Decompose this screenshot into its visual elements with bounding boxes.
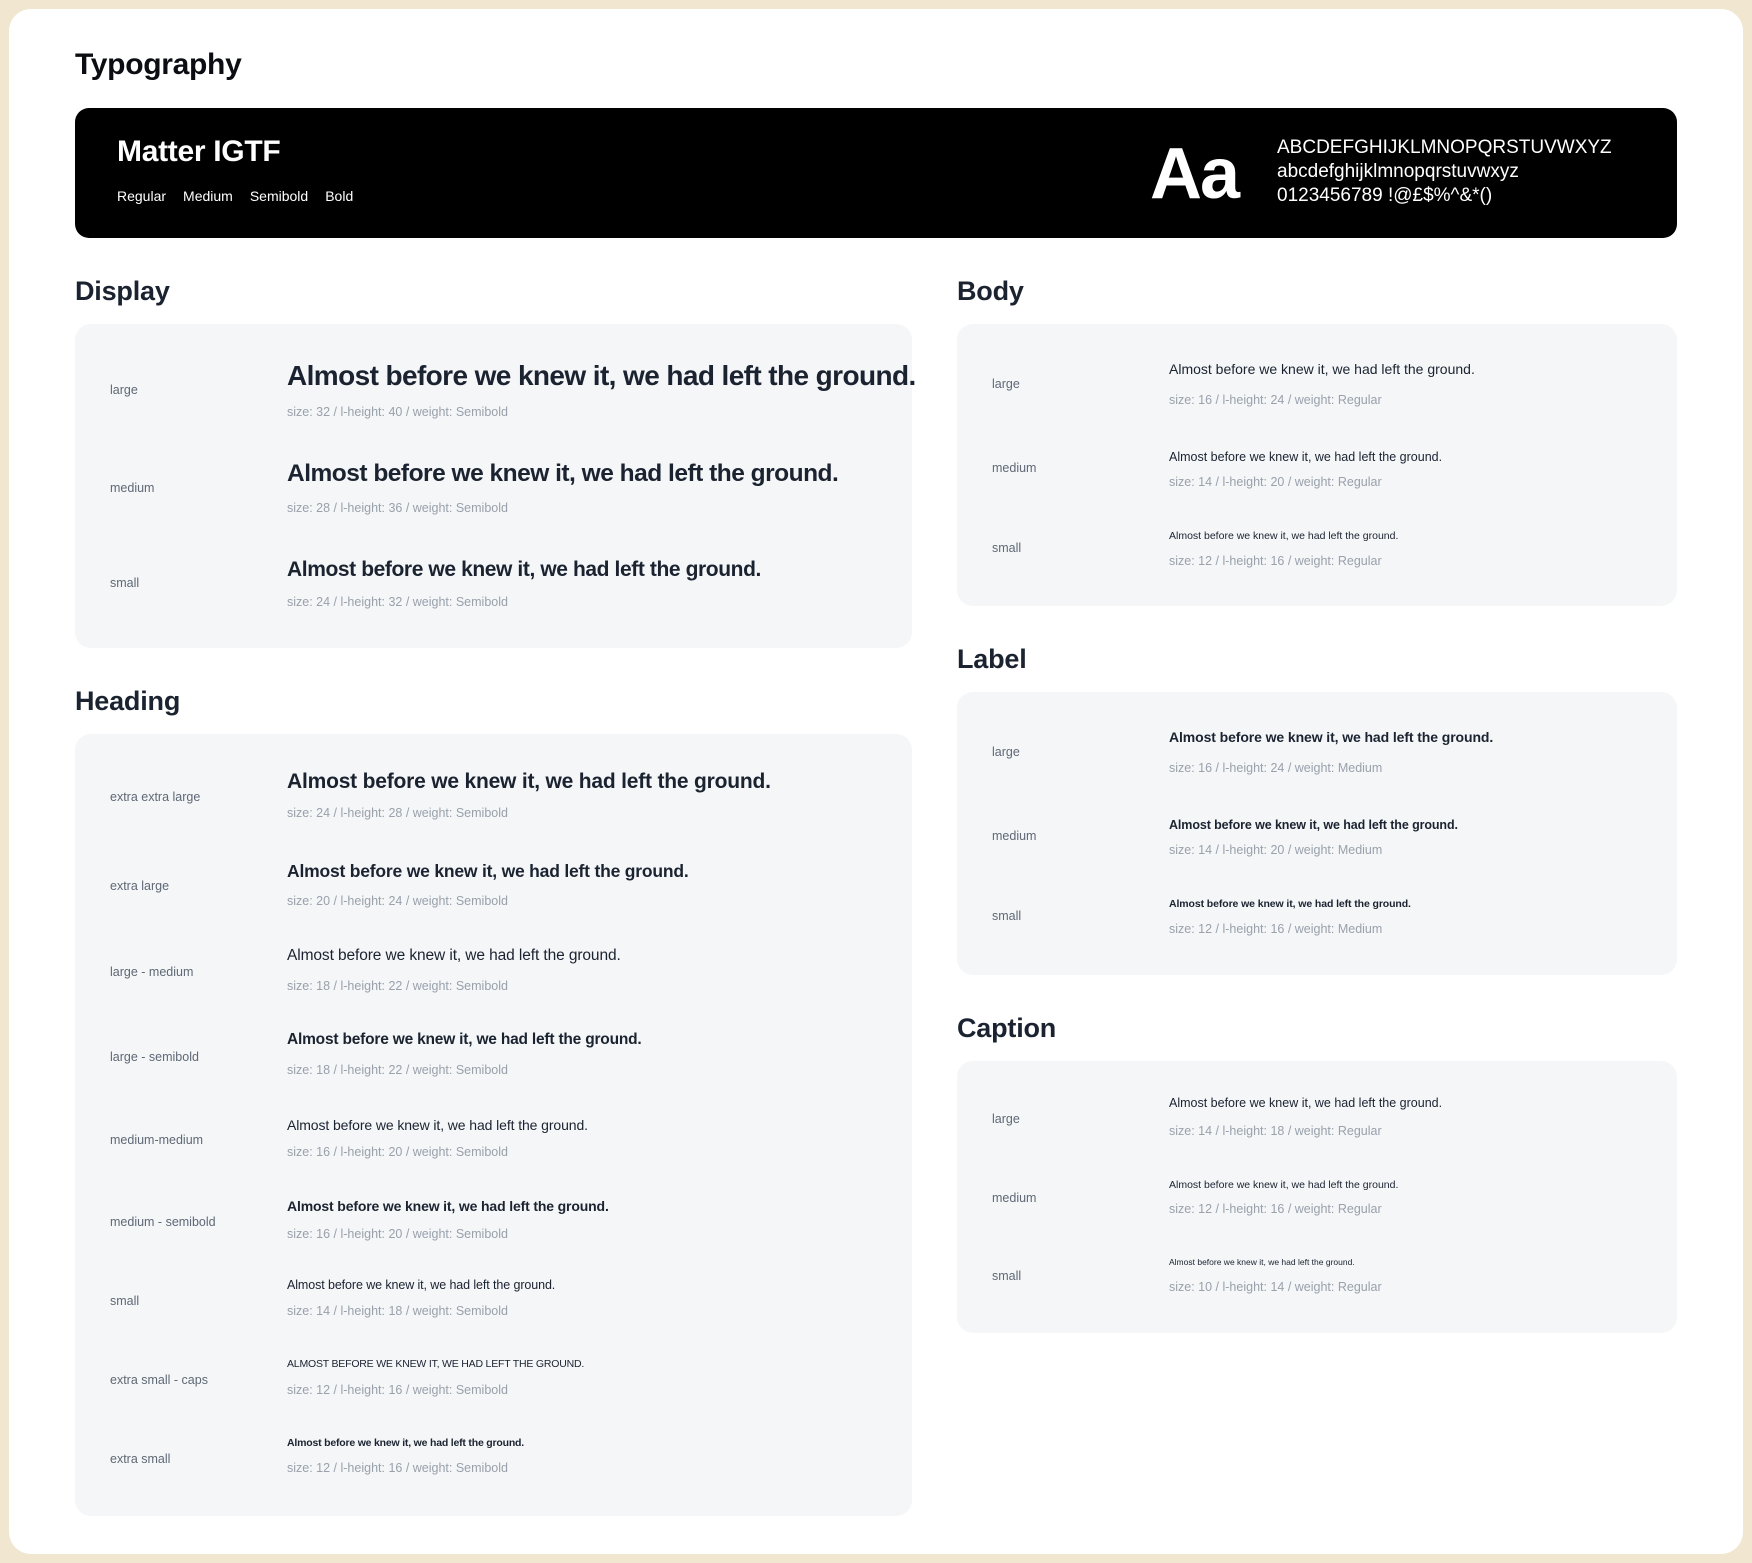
- row-label: small: [992, 909, 1022, 923]
- row-sample: Almost before we knew it, we had left the ground.: [287, 460, 839, 487]
- weight-medium: Medium: [183, 188, 233, 204]
- row-label: large - medium: [110, 965, 194, 979]
- row-sample: Almost before we knew it, we had left the ground.: [1169, 450, 1443, 464]
- row-spec: size: 16 / l-height: 20 / weight: Semibold: [287, 1145, 508, 1159]
- row-sample: Almost before we knew it, we had left the ground.: [1169, 898, 1411, 910]
- row-label: small: [110, 1294, 140, 1308]
- row-spec: size: 14 / l-height: 18 / weight: Semibold: [287, 1304, 508, 1318]
- row-label: medium: [992, 461, 1037, 475]
- row-sample: Almost before we knew it, we had left the ground.: [1169, 818, 1458, 832]
- row-sample: Almost before we knew it, we had left the ground.: [287, 861, 689, 881]
- row-sample: Almost before we knew it, we had left the ground.: [287, 1117, 588, 1133]
- section-title-label: Label: [957, 644, 1027, 674]
- character-set: [1277, 136, 1612, 208]
- row-label: large: [992, 1112, 1020, 1126]
- row-spec: size: 12 / l-height: 16 / weight: Regular: [1169, 554, 1382, 568]
- row-sample: Almost before we knew it, we had left the ground.: [287, 1198, 609, 1214]
- label-card: [957, 692, 1677, 975]
- row-spec: size: 18 / l-height: 22 / weight: Semibold: [287, 979, 508, 993]
- display-card: [75, 324, 916, 648]
- row-spec: size: 20 / l-height: 24 / weight: Semibold: [287, 894, 508, 908]
- row-spec: size: 16 / l-height: 20 / weight: Semibold: [287, 1227, 508, 1241]
- row-sample: Almost before we knew it, we had left the ground.: [287, 1437, 524, 1449]
- row-sample: Almost before we knew it, we had left the ground.: [287, 1278, 556, 1292]
- row-spec: size: 12 / l-height: 16 / weight: Semibold: [287, 1383, 508, 1397]
- row-label: large: [110, 383, 138, 397]
- row-sample: Almost before we knew it, we had left the ground.: [1169, 530, 1399, 542]
- row-sample: Almost before we knew it, we had left the ground.: [1169, 1096, 1443, 1110]
- weight-regular: Regular: [117, 188, 167, 204]
- row-spec: size: 32 / l-height: 40 / weight: Semibold: [287, 405, 508, 419]
- heading-card: [75, 734, 912, 1516]
- row-sample: Almost before we knew it, we had left the ground.: [287, 360, 916, 391]
- section-title-display: Display: [75, 276, 170, 306]
- row-sample: Almost before we knew it, we had left the ground.: [1169, 729, 1494, 745]
- row-label: extra small: [110, 1452, 171, 1466]
- row-label: small: [992, 541, 1022, 555]
- page-title: Typography: [75, 48, 242, 81]
- section-title-heading: Heading: [75, 686, 181, 716]
- row-sample: Almost before we knew it, we had left the ground.: [1169, 361, 1475, 377]
- row-label: medium: [992, 829, 1037, 843]
- row-label: large: [992, 745, 1020, 759]
- font-weights: [117, 188, 353, 204]
- row-spec: size: 14 / l-height: 20 / weight: Regular: [1169, 475, 1382, 489]
- row-label: large: [992, 377, 1020, 391]
- row-label: extra small - caps: [110, 1373, 208, 1387]
- row-label: medium: [110, 481, 155, 495]
- row-label: extra extra large: [110, 790, 201, 804]
- body-card: [957, 324, 1677, 606]
- row-sample: Almost before we knew it, we had left the ground.: [287, 770, 771, 793]
- weight-semibold: Semibold: [249, 188, 309, 204]
- row-spec: size: 24 / l-height: 32 / weight: Semibold: [287, 595, 508, 609]
- row-spec: size: 24 / l-height: 28 / weight: Semibold: [287, 806, 508, 820]
- lowercase-set: abcdefghijklmnopqrstuvwxyz: [1277, 161, 1519, 182]
- row-spec: size: 28 / l-height: 36 / weight: Semibold: [287, 501, 508, 515]
- uppercase-set: ABCDEFGHIJKLMNOPQRSTUVWXYZ: [1277, 137, 1612, 158]
- row-label: medium: [992, 1191, 1037, 1205]
- row-sample: Almost before we knew it, we had left the ground.: [1169, 1257, 1355, 1267]
- row-sample: Almost before we knew it, we had left the ground.: [287, 558, 761, 581]
- row-spec: size: 10 / l-height: 14 / weight: Regular: [1169, 1280, 1382, 1294]
- section-title-body: Body: [957, 276, 1024, 306]
- row-spec: size: 16 / l-height: 24 / weight: Regular: [1169, 393, 1382, 407]
- row-label: small: [992, 1269, 1022, 1283]
- row-sample: Almost before we knew it, we had left the ground.: [287, 1031, 642, 1048]
- row-spec: size: 14 / l-height: 18 / weight: Regular: [1169, 1124, 1382, 1138]
- caption-card: [957, 1061, 1677, 1333]
- specimen-glyph: Aa: [1150, 134, 1239, 214]
- row-sample: Almost before we knew it, we had left the ground.: [1169, 1179, 1399, 1191]
- numbers-symbols-set: 0123456789 !@£$%^&*(): [1277, 185, 1493, 206]
- row-label: medium-medium: [110, 1133, 204, 1147]
- row-label: large - semibold: [110, 1050, 199, 1064]
- row-spec: size: 14 / l-height: 20 / weight: Medium: [1169, 843, 1383, 857]
- font-banner: [75, 108, 1677, 238]
- row-spec: size: 12 / l-height: 16 / weight: Semibold: [287, 1461, 508, 1475]
- row-spec: size: 18 / l-height: 22 / weight: Semibold: [287, 1063, 508, 1077]
- weight-bold: Bold: [325, 188, 354, 204]
- section-title-caption: Caption: [957, 1013, 1057, 1043]
- row-spec: size: 12 / l-height: 16 / weight: Medium: [1169, 922, 1383, 936]
- row-sample: Almost before we knew it, we had left the ground.: [287, 947, 621, 964]
- row-label: extra large: [110, 879, 170, 893]
- row-label: small: [110, 576, 140, 590]
- row-label: medium - semibold: [110, 1215, 216, 1229]
- row-sample: ALMOST BEFORE WE KNEW IT, WE HAD LEFT THE GROUND.: [287, 1358, 585, 1370]
- font-name: Matter IGTF: [117, 135, 281, 168]
- row-spec: size: 16 / l-height: 24 / weight: Medium: [1169, 761, 1383, 775]
- row-spec: size: 12 / l-height: 16 / weight: Regular: [1169, 1202, 1382, 1216]
